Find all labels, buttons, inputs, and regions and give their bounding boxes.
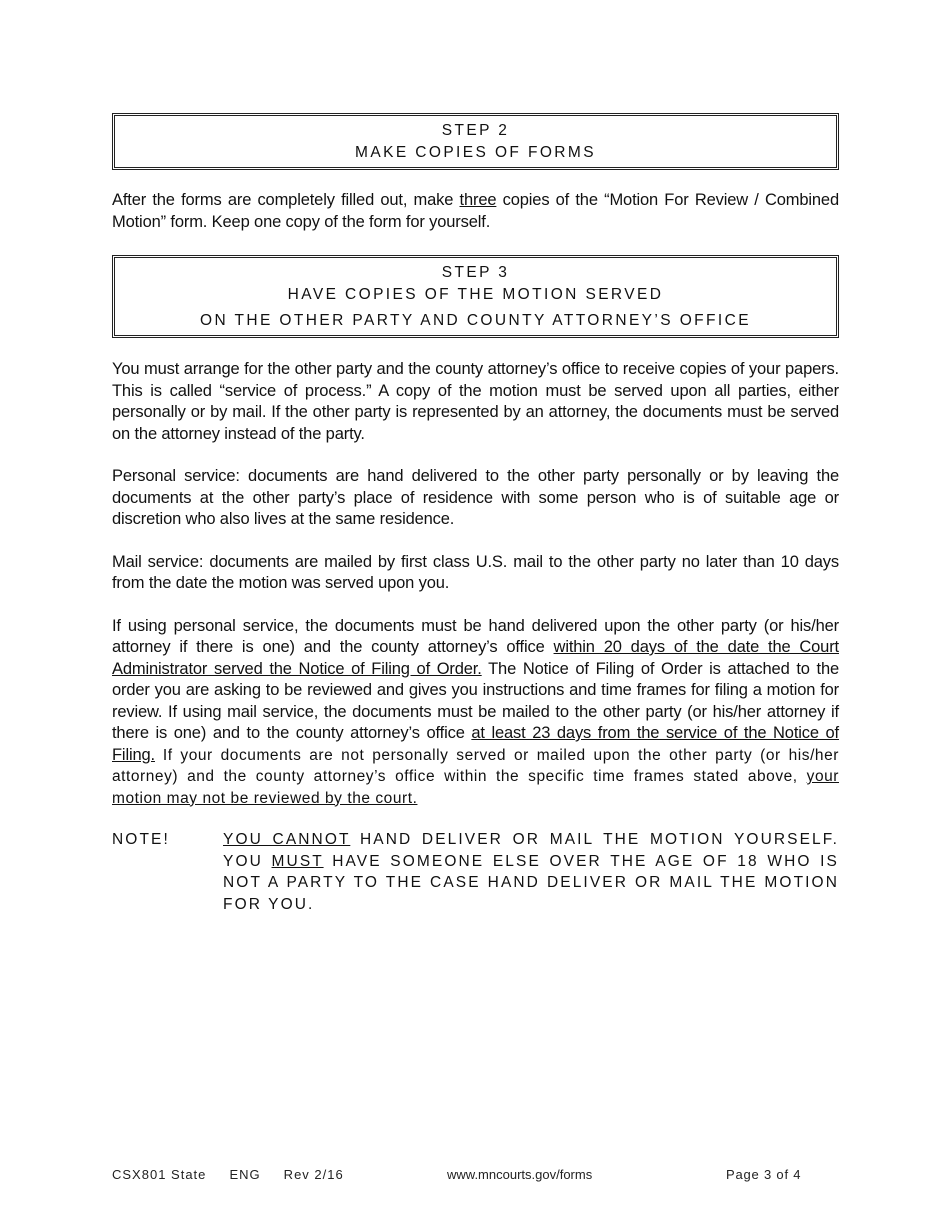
page-footer xyxy=(112,1167,839,1187)
using-service-paragraph xyxy=(112,616,839,810)
footer-form-id: CSX801 State ENG Rev 2/16 xyxy=(112,1167,344,1182)
step2-box xyxy=(112,113,839,170)
copies-text-c: copies of the “Motion For Review / Combined Motion” form. Keep one copy of the form for yourself. xyxy=(112,191,839,231)
note-text xyxy=(223,829,839,915)
note-label: NOTE! xyxy=(112,831,170,848)
copies-text-a: After the forms are completely filled out, make xyxy=(112,191,460,209)
copies-paragraph xyxy=(112,190,839,233)
note-text-d: HAVE SOMEONE ELSE OVER THE AGE OF 18 WHO IS NOT A PARTY TO THE CASE HAND DELIVER OR MAIL THE MOTION FOR YOU. xyxy=(223,852,839,913)
copies-three-underlined: three xyxy=(459,191,497,209)
personal-service-paragraph: Personal service: documents are hand delivered to the other party personally or by leaving the documents at the other party’s place of residence with some person who is of suitable age or discretion who also lives at the same residence. xyxy=(112,467,839,528)
step3-line3: ON THE OTHER PARTY AND COUNTY ATTORNEY’S OFFICE xyxy=(200,312,751,329)
using-warning-underlined: your motion may not be reviewed by the court. xyxy=(112,768,839,807)
footer-url: www.mncourts.gov/forms xyxy=(447,1167,593,1182)
step2-subtitle: MAKE COPIES OF FORMS xyxy=(355,144,596,161)
note-cannot-underlined: YOU CANNOT xyxy=(223,831,351,848)
step2-title: STEP 2 xyxy=(441,122,510,139)
using-text-c: The Notice of Filing of Order is attached to the order you are asking to be reviewed and gives you instructions and time frames for filing a motion for review. If using mail service, the documents must be mailed to the other party (or his/her attorney if there is one) and to the county attorney’s office xyxy=(112,659,840,742)
step3-box xyxy=(112,255,839,338)
note-must-underlined: MUST xyxy=(271,852,324,870)
note-text-b: HAND DELIVER OR MAIL THE MOTION YOURSELF. YOU xyxy=(223,831,840,870)
step3-title: STEP 3 xyxy=(441,264,510,281)
page-content xyxy=(112,113,839,915)
footer-page-number: Page 3 of 4 xyxy=(726,1167,802,1182)
using-text-a: If using personal service, the documents must be hand delivered upon the other party (or his/her attorney if there is one) and the county attorney’s office xyxy=(112,616,839,656)
arrange-paragraph: You must arrange for the other party and the county attorney’s office to receive copies of your papers. This is called “service of process.” A copy of the motion must be served upon all parties, either personally or by mail. If the other party is represented by an attorney, the documents must be served on the attorney instead of the party. xyxy=(112,360,839,443)
using-deadline-20-days: within 20 days of the date the Court Administrator served the Notice of Filing of Order. xyxy=(112,638,839,678)
step3-line2: HAVE COPIES OF THE MOTION SERVED xyxy=(287,286,664,303)
using-deadline-23-days: at least 23 days from the service of the Notice of Filing. xyxy=(112,724,839,764)
mail-service-paragraph: Mail service: documents are mailed by first class U.S. mail to the other party no later than 10 days from the date the motion was served upon you. xyxy=(112,552,839,592)
using-text-e: If your documents are not personally served or mailed upon the other party (or his/her attorney) and the county attorney’s office within the specific time frames stated above, xyxy=(112,746,839,785)
note-block xyxy=(112,829,839,915)
